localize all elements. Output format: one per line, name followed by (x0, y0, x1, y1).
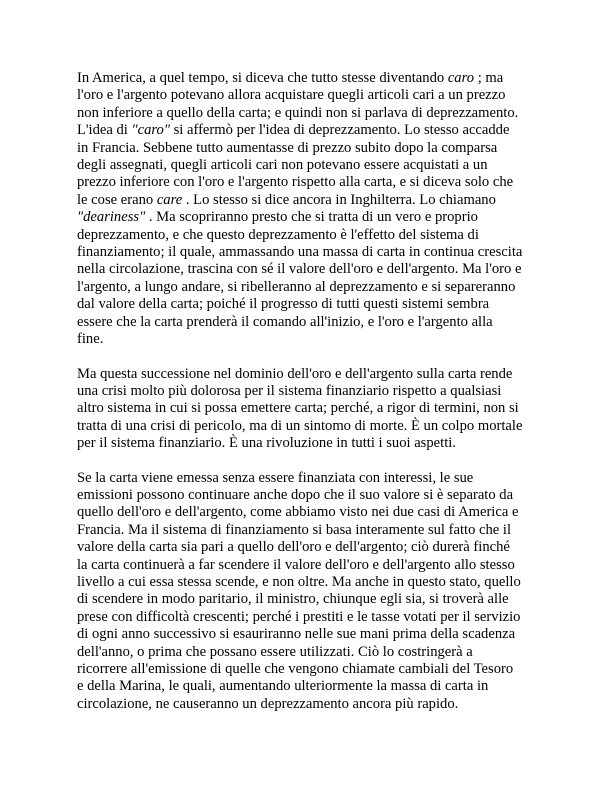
text-run: degli assegnati, quegli articoli cari non potevano essere acquistati a un (77, 157, 488, 174)
text-run: le cose erano (77, 191, 157, 208)
text-line (77, 418, 539, 435)
text-line (77, 539, 539, 556)
text-line (77, 105, 539, 122)
text-run: . Ma scopriranno presto che si tratta di un vero e proprio (145, 209, 478, 226)
text-run: di scendere in modo paritario, il ministro, chiunque egli sia, si troverà alle (77, 591, 509, 608)
text-line (77, 609, 539, 626)
text-line (77, 122, 539, 139)
italic-text: care (156, 191, 183, 208)
document-page (77, 70, 539, 730)
text-run: L'idea di (77, 122, 132, 139)
italic-text: "deariness" (77, 209, 146, 226)
text-run: In America, a quel tempo, si diceva che tutto stesse diventando (77, 70, 448, 86)
text-run: . Lo stesso si dice ancora in Inghilterra. Lo chiamano (182, 191, 496, 208)
paragraph (77, 470, 539, 714)
text-run: dal valore della carta; poiché il progresso di tutti questi sistemi sembra (77, 296, 490, 313)
text-line (77, 661, 539, 678)
italic-text: caro (447, 70, 475, 86)
text-run: Se la carta viene emessa senza essere finanziata con interessi, le sue (77, 469, 474, 486)
text-line (77, 591, 539, 608)
text-run: si affermò per l'idea di deprezzamento. Lo stesso accadde (169, 122, 510, 139)
text-run: di ogni anno successivo si esauriranno nelle sue mani prima della scadenza (77, 626, 516, 643)
text-run: essere che la carta prenderà il comando all'inizio, e l'oro e l'argento alla (77, 313, 493, 330)
text-line (77, 644, 539, 661)
paragraph (77, 366, 539, 453)
text-run: finanziamento; il quale, ammassando una massa di carta in continua crescita (77, 244, 523, 261)
paragraph (77, 70, 539, 349)
text-run: valore della carta sia pari a quello dell'oro e dell'argento; ciò durerà finché (77, 539, 510, 556)
text-line (77, 70, 539, 87)
text-run: circolazione, ne causeranno un deprezzamento ancora più rapido. (77, 695, 459, 712)
text-line (77, 157, 539, 174)
text-line (77, 174, 539, 191)
text-line (77, 314, 539, 331)
text-run: livello a cui essa stessa scende, e non oltre. Ma anche in questo stato, quello (77, 573, 521, 590)
text-line (77, 470, 539, 487)
text-line (77, 435, 539, 452)
text-run: per il sistema finanziario. È una rivoluzione in tutti i suoi aspetti. (77, 435, 456, 452)
text-line (77, 87, 539, 104)
text-line (77, 504, 539, 521)
text-run: tratta di una crisi di pericolo, ma di un sintomo di morte. È un colpo mortale (77, 417, 523, 434)
text-line (77, 383, 539, 400)
text-run: Francia. Ma il sistema di finanziamento si basa interamente sul fatto che il (77, 521, 512, 538)
text-run: dell'anno, o prima che possano essere utilizzati. Ciò lo costringerà a (77, 643, 473, 660)
text-line (77, 487, 539, 504)
text-line (77, 209, 539, 226)
text-line (77, 696, 539, 713)
text-run: deprezzamento, e che questo deprezzamento è l'effetto del sistema di (77, 226, 479, 243)
text-line (77, 522, 539, 539)
text-run: non inferiore a quello della carta; e quindi non si parlava di deprezzamento. (77, 104, 519, 121)
text-run: fine. (77, 331, 104, 348)
text-run: prezzo inferiore con l'oro e l'argento rispetto alla carta, e si diceva solo che (77, 174, 514, 191)
text-run: una crisi molto più dolorosa per il sistema finanziario rispetto a qualsiasi (77, 382, 502, 399)
text-run: la carta continuerà a far scendere il valore dell'oro e dell'argento allo stesso (77, 556, 515, 573)
text-run: prese con difficoltà crescenti; perché i prestiti e le tasse votati per il servizio (77, 608, 521, 625)
text-line (77, 227, 539, 244)
text-run: altro sistema in cui si possa emettere carta; perché, a rigor di termini, non si (77, 400, 519, 417)
text-run: nella circolazione, trascina con sé il valore dell'oro e dell'argento. Ma l'oro e (77, 261, 522, 278)
text-line (77, 400, 539, 417)
body-text (77, 70, 539, 713)
text-line (77, 366, 539, 383)
text-line (77, 626, 539, 643)
text-line (77, 261, 539, 278)
text-run: e della Marina, le quali, aumentando ulteriormente la massa di carta in (77, 678, 489, 695)
italic-text: "caro" (131, 122, 170, 139)
text-run: l'oro e l'argento potevano allora acquistare quegli articoli cari a un prezzo (77, 87, 506, 104)
text-line (77, 331, 539, 348)
text-run: emissioni possono continuare anche dopo che il suo valore si è separato da (77, 486, 514, 503)
text-line (77, 244, 539, 261)
text-run: ; ma (474, 70, 504, 86)
text-line (77, 140, 539, 157)
text-run: l'argento, a lungo andare, si ribelleranno al deprezzamento e si separeranno (77, 278, 516, 295)
text-run: quello dell'oro e dell'argento, come abbiamo visto nei due casi di America e (77, 504, 519, 521)
text-line (77, 192, 539, 209)
text-run: Ma questa successione nel dominio dell'oro e dell'argento sulla carta rende (77, 365, 513, 382)
text-line (77, 279, 539, 296)
text-line (77, 574, 539, 591)
text-line (77, 557, 539, 574)
text-line (77, 296, 539, 313)
text-run: ricorrere all'emissione di quelle che vengono chiamate cambiali del Tesoro (77, 661, 514, 677)
text-line (77, 678, 539, 695)
text-run: in Francia. Sebbene tutto aumentasse di prezzo subito dopo la comparsa (77, 139, 498, 156)
